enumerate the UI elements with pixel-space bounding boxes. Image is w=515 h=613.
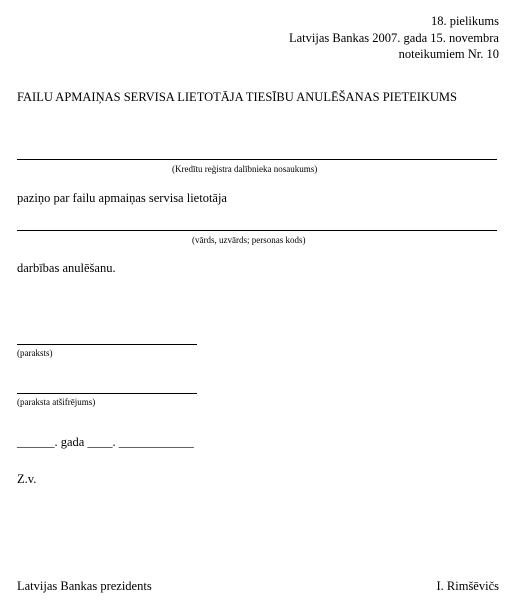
signature-decoding-caption: (paraksta atšifrējums) <box>17 397 96 407</box>
participant-name-line <box>17 159 497 160</box>
user-name-caption: (vārds, uzvārds; personas kods) <box>192 235 306 245</box>
annex-number: 18. pielikums <box>430 14 499 28</box>
cancellation-text: darbības anulēšanu. <box>17 261 116 275</box>
date-line: ______. gada ____. ____________ <box>17 435 194 449</box>
regulation-number: noteikumiem Nr. 10 <box>398 47 499 61</box>
seal-mark: Z.v. <box>17 472 37 486</box>
president-name: I. Rimšēvičs <box>436 579 499 593</box>
document-title: FAILU APMAIŅAS SERVISA LIETOTĀJA TIESĪBU ANULĒŠANAS PIETEIKUMS <box>17 90 458 104</box>
regulation-reference: Latvijas Bankas 2007. gada 15. novembra <box>288 31 499 45</box>
signature-caption: (paraksts) <box>17 348 53 358</box>
signature-line <box>17 344 197 345</box>
notification-text: paziņo par failu apmaiņas servisa lietotāja <box>17 191 227 205</box>
user-name-line <box>17 230 497 231</box>
participant-name-caption: (Kredītu reģistra dalībnieka nosaukums) <box>172 164 318 174</box>
president-title: Latvijas Bankas prezidents <box>17 579 152 593</box>
signature-decoding-line <box>17 393 197 394</box>
